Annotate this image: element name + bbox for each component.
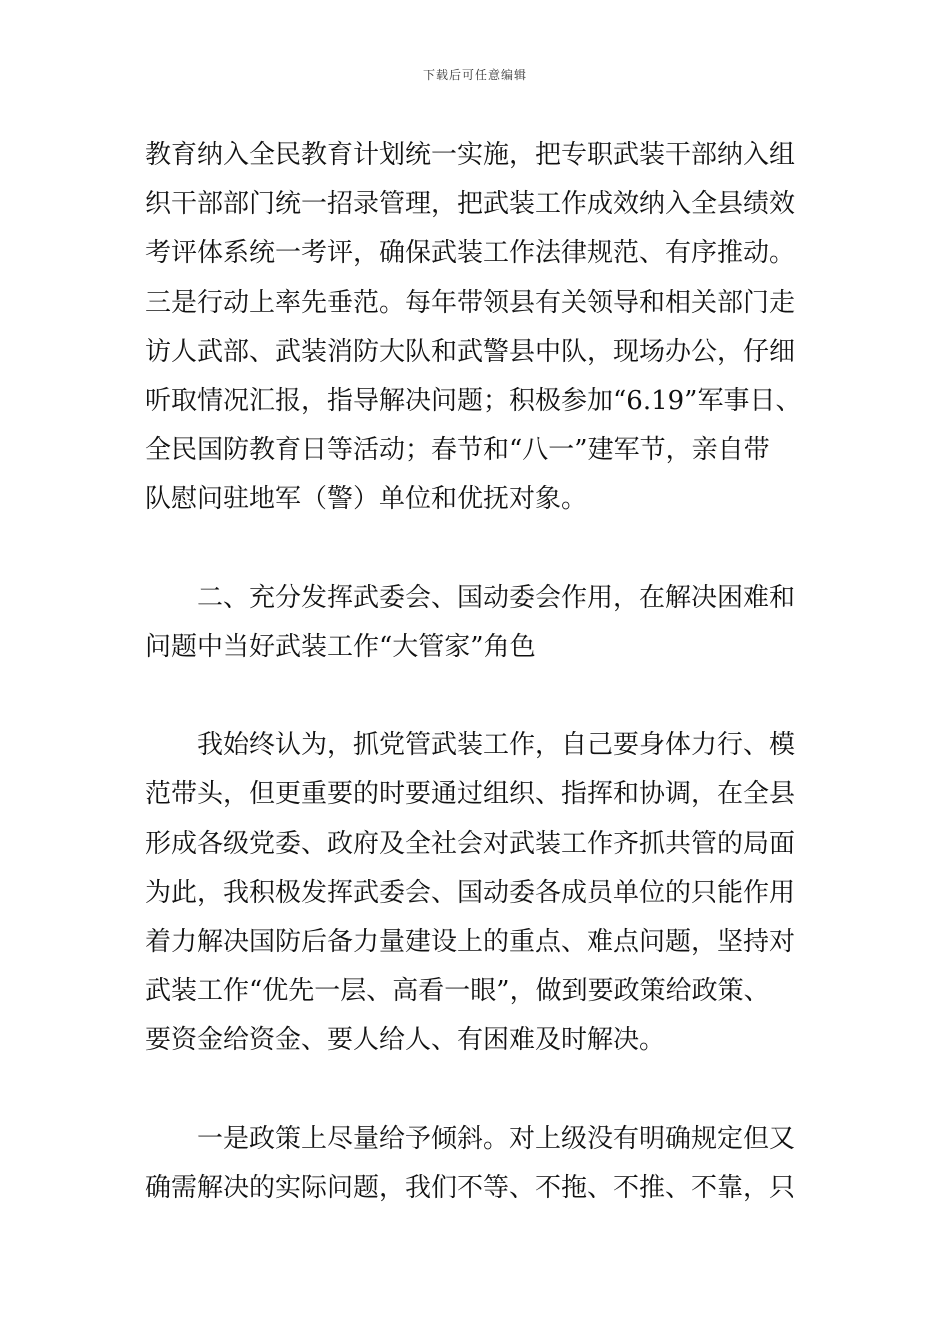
section-heading (145, 574, 810, 672)
text-line: 二、充分发挥武委会、国动委会作用，在解决困难和 (197, 582, 796, 613)
text-line: 范带头，但更重要的时要通过组织、指挥和协调，在全县 (145, 779, 796, 810)
text-line: 形成各级党委、政府及全社会对武装工作齐抓共管的局面 (145, 828, 796, 859)
page-header: 下载后可任意编辑 (422, 68, 527, 82)
text-line: 教育纳入全民教育计划统一实施，把专职武装干部纳入组 (145, 140, 796, 170)
paragraph-3 (145, 721, 810, 1065)
text-line: 三是行动上率先垂范。每年带领县有关领导和相关部门走 (145, 287, 796, 318)
text-line: 一是政策上尽量给予倾斜。对上级没有明确规定但又 (197, 1123, 796, 1154)
text-line: 队慰问驻地军（警）单位和优抚对象。 (145, 484, 588, 515)
text-line: 要资金给资金、要人给人、有困难及时解决。 (145, 1025, 666, 1056)
text-line: 问题中当好武装工作“大管家”角色 (145, 631, 536, 662)
paragraph-1 (145, 131, 810, 525)
paragraph-4 (145, 1115, 810, 1213)
text-line: 我始终认为，抓党管武装工作，自己要身体力行、模 (197, 730, 796, 761)
text-line: 为此，我积极发挥武委会、国动委各成员单位的只能作用 (145, 877, 796, 908)
document-body (145, 131, 810, 1213)
text-line: 考评体系统一考评，确保武装工作法律规范、有序推动。 (145, 238, 796, 269)
text-line: 确需解决的实际问题，我们不等、不拖、不推、不靠，只 (145, 1172, 796, 1203)
text-line: 织干部部门统一招录管理，把武装工作成效纳入全县绩效 (145, 189, 796, 220)
text-line: 着力解决国防后备力量建设上的重点、难点问题，坚持对 (145, 927, 796, 957)
text-line: 听取情况汇报，指导解决问题；积极参加“6.19”军事日、 (145, 385, 802, 416)
text-line: 全民国防教育日等活动；春节和“八一”建军节，亲自带 (145, 435, 770, 466)
text-line: 访人武部、武装消防大队和武警县中队，现场办公，仔细 (145, 336, 796, 367)
text-line: 武装工作“优先一层、高看一眼”，做到要政策给政策、 (145, 976, 770, 1007)
